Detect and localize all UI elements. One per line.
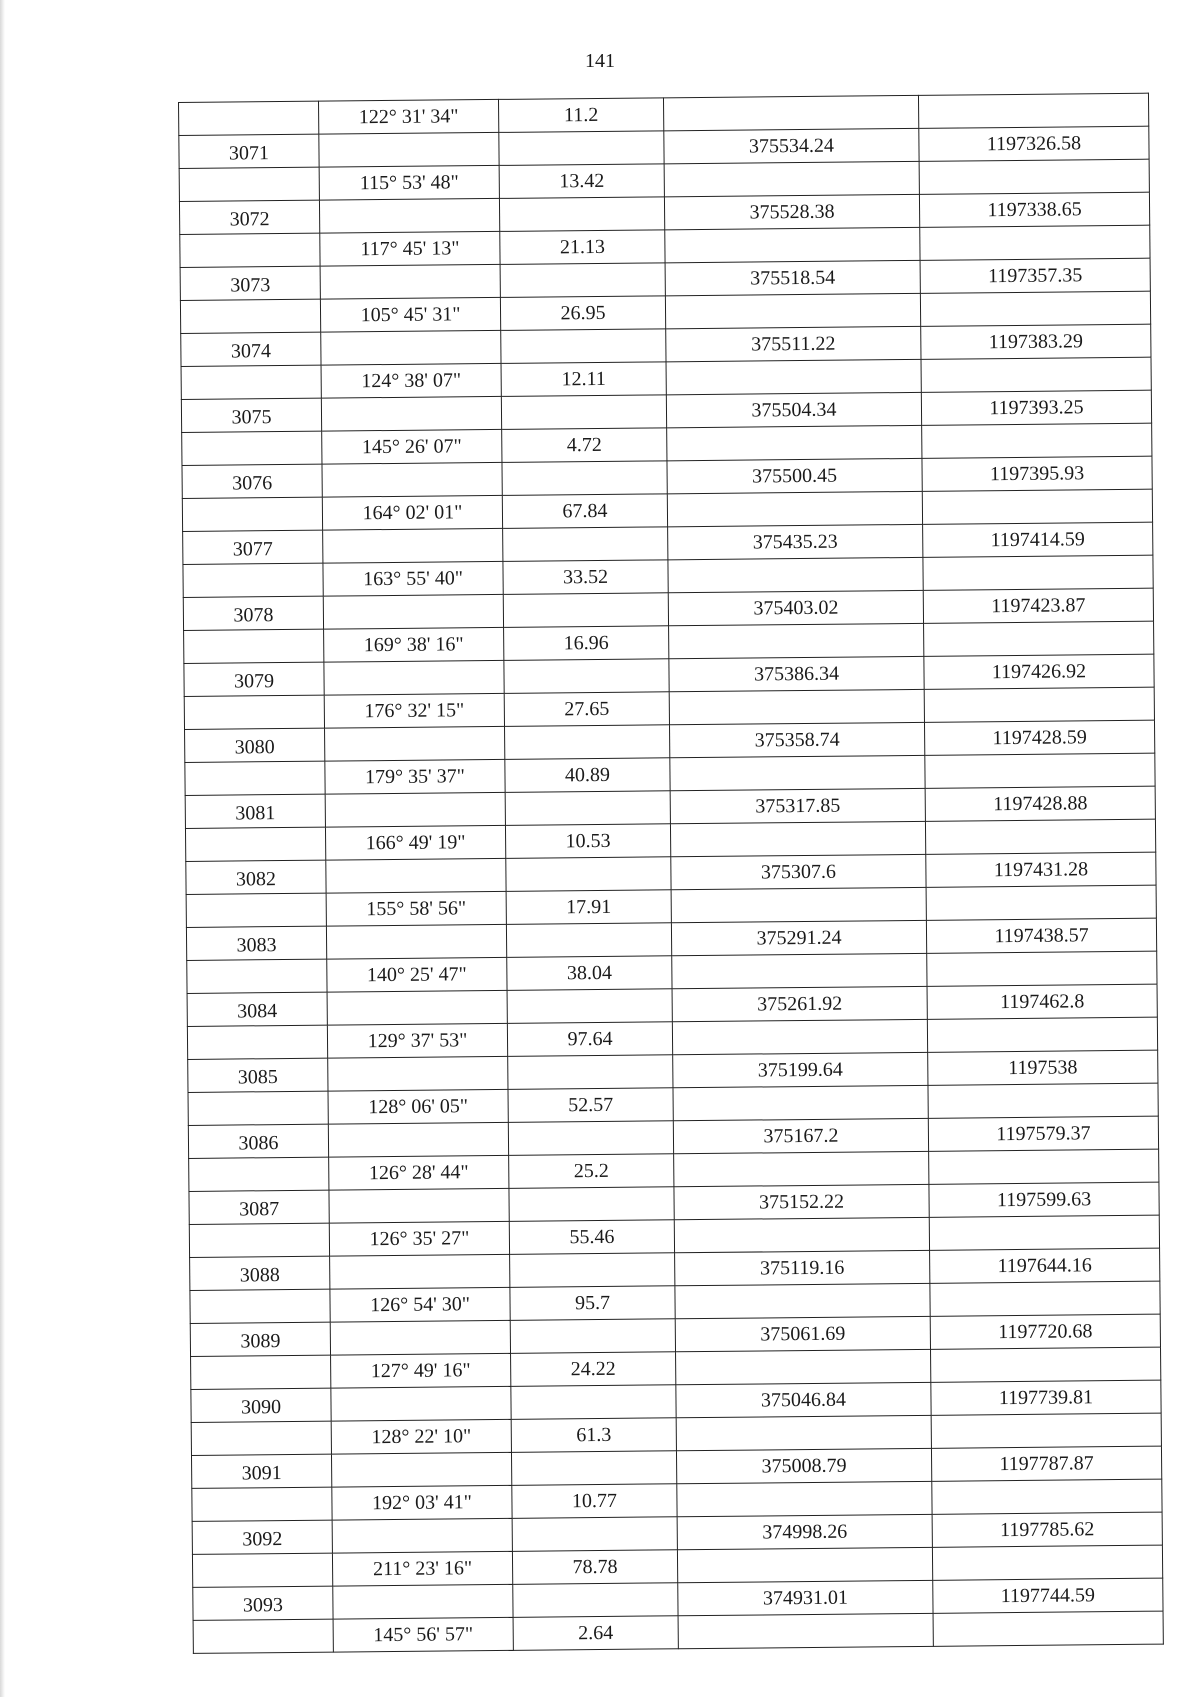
north-cell: 375061.69	[675, 1316, 930, 1351]
scan-edge-shadow	[0, 0, 5, 1697]
bearing-cell: 122° 31' 34"	[318, 99, 498, 134]
bearing-cell	[330, 1254, 510, 1289]
distance-cell	[503, 593, 668, 628]
east-cell: 1197383.29	[921, 324, 1151, 359]
station-cell	[179, 101, 319, 135]
bearing-cell: 192° 03' 41"	[332, 1485, 512, 1520]
station-cell	[180, 299, 320, 333]
east-cell	[918, 93, 1148, 128]
station-cell	[191, 1421, 331, 1455]
distance-cell: 16.96	[504, 626, 669, 661]
bearing-cell	[321, 330, 501, 365]
bearing-cell	[331, 1452, 511, 1487]
station-cell: 3071	[179, 134, 319, 168]
distance-cell: 55.46	[509, 1220, 674, 1255]
north-cell	[665, 293, 920, 328]
bearing-cell: 128° 22' 10"	[331, 1419, 511, 1454]
bearing-cell: 211° 23' 16"	[332, 1551, 512, 1586]
bearing-cell: 129° 37' 53"	[327, 1023, 507, 1058]
bearing-cell	[327, 990, 507, 1025]
station-cell: 3085	[188, 1058, 328, 1092]
east-cell: 1197428.88	[925, 786, 1155, 821]
bearing-cell: 145° 26' 07"	[322, 429, 502, 464]
east-cell: 1197739.81	[931, 1380, 1161, 1415]
north-cell	[672, 1019, 927, 1054]
north-cell: 375317.85	[670, 788, 925, 823]
survey-table-container	[178, 93, 1163, 1654]
north-cell	[668, 557, 923, 592]
distance-cell: 52.57	[508, 1088, 673, 1123]
north-cell: 375403.02	[668, 590, 923, 625]
distance-cell	[507, 989, 672, 1024]
bearing-cell: 155° 58' 56"	[326, 891, 506, 926]
bearing-cell: 145° 56' 57"	[333, 1617, 513, 1652]
bearing-cell	[326, 924, 506, 959]
station-cell	[192, 1487, 332, 1521]
bearing-cell	[325, 726, 505, 761]
east-cell: 1197744.59	[933, 1578, 1163, 1613]
distance-cell	[499, 197, 664, 232]
station-cell: 3074	[181, 332, 321, 366]
north-cell	[673, 1085, 928, 1120]
north-cell: 375261.92	[672, 986, 927, 1021]
distance-cell	[513, 1583, 678, 1618]
distance-cell: 78.78	[512, 1550, 677, 1585]
station-cell: 3090	[191, 1388, 331, 1422]
north-cell	[677, 1547, 932, 1582]
station-cell	[187, 959, 327, 993]
north-cell: 375291.24	[671, 920, 926, 955]
east-cell: 1197787.87	[931, 1446, 1161, 1481]
bearing-cell: 124° 38' 07"	[321, 363, 501, 398]
station-cell: 3088	[190, 1256, 330, 1290]
east-cell	[933, 1611, 1163, 1646]
station-cell: 3092	[192, 1520, 332, 1554]
north-cell	[674, 1217, 929, 1252]
distance-cell: 33.52	[503, 560, 668, 595]
north-cell	[667, 491, 922, 526]
station-cell	[192, 1553, 332, 1587]
station-cell: 3079	[184, 662, 324, 696]
distance-cell	[500, 263, 665, 298]
north-cell	[664, 161, 919, 196]
station-cell: 3080	[185, 728, 325, 762]
distance-cell	[506, 857, 671, 892]
east-cell	[922, 423, 1152, 458]
north-cell	[670, 821, 925, 856]
east-cell	[919, 159, 1149, 194]
north-cell: 375008.79	[676, 1448, 931, 1483]
east-cell: 1197414.59	[923, 522, 1153, 557]
north-cell: 375119.16	[675, 1250, 930, 1285]
distance-cell: 2.64	[513, 1616, 678, 1651]
north-cell	[677, 1481, 932, 1516]
north-cell	[670, 755, 925, 790]
distance-cell: 67.84	[502, 494, 667, 529]
distance-cell	[506, 923, 671, 958]
distance-cell	[512, 1517, 677, 1552]
distance-cell	[509, 1187, 674, 1222]
station-cell	[179, 167, 319, 201]
bearing-cell: 140° 25' 47"	[327, 957, 507, 992]
distance-cell	[511, 1385, 676, 1420]
north-cell: 375386.34	[669, 656, 924, 691]
station-cell	[190, 1289, 330, 1323]
north-cell	[666, 359, 921, 394]
distance-cell	[503, 527, 668, 562]
station-cell: 3081	[185, 794, 325, 828]
east-cell: 1197462.8	[927, 984, 1157, 1019]
station-cell	[182, 497, 322, 531]
station-cell: 3082	[186, 860, 326, 894]
bearing-cell	[328, 1122, 508, 1157]
station-cell	[191, 1355, 331, 1389]
east-cell	[932, 1545, 1162, 1580]
east-cell	[925, 753, 1155, 788]
distance-cell: 38.04	[507, 956, 672, 991]
station-cell: 3091	[191, 1454, 331, 1488]
distance-cell	[511, 1451, 676, 1486]
north-cell: 375358.74	[670, 722, 925, 757]
bearing-cell: 117° 45' 13"	[320, 231, 500, 266]
distance-cell: 21.13	[500, 230, 665, 265]
north-cell: 375504.34	[666, 392, 921, 427]
north-cell	[667, 425, 922, 460]
north-cell	[676, 1415, 931, 1450]
east-cell: 1197395.93	[922, 456, 1152, 491]
station-cell: 3089	[190, 1322, 330, 1356]
bearing-cell	[322, 462, 502, 497]
north-cell	[669, 689, 924, 724]
station-cell	[184, 695, 324, 729]
distance-cell: 97.64	[507, 1022, 672, 1057]
distance-cell	[501, 395, 666, 430]
station-cell: 3087	[189, 1190, 329, 1224]
station-cell	[180, 233, 320, 267]
north-cell	[663, 95, 918, 130]
distance-cell: 25.2	[509, 1154, 674, 1189]
north-cell	[674, 1151, 929, 1186]
east-cell	[924, 687, 1154, 722]
bearing-cell: 164° 02' 01"	[322, 495, 502, 530]
east-cell	[930, 1281, 1160, 1316]
north-cell: 375046.84	[676, 1382, 931, 1417]
east-cell	[931, 1413, 1161, 1448]
north-cell: 375152.22	[674, 1184, 929, 1219]
bearing-cell	[328, 1056, 508, 1091]
station-cell	[188, 1091, 328, 1125]
distance-cell: 24.22	[511, 1352, 676, 1387]
north-cell	[671, 887, 926, 922]
east-cell	[922, 489, 1152, 524]
bearing-cell: 126° 28' 44"	[329, 1155, 509, 1190]
east-cell: 1197579.37	[928, 1116, 1158, 1151]
distance-cell: 10.77	[512, 1484, 677, 1519]
east-cell	[923, 555, 1153, 590]
station-cell	[187, 1025, 327, 1059]
bearing-cell	[323, 528, 503, 563]
distance-cell: 61.3	[511, 1418, 676, 1453]
survey-coordinate-table	[178, 93, 1164, 1654]
north-cell: 375435.23	[668, 524, 923, 559]
station-cell: 3076	[182, 464, 322, 498]
east-cell: 1197426.92	[924, 654, 1154, 689]
distance-cell	[502, 461, 667, 496]
station-cell: 3073	[180, 266, 320, 300]
bearing-cell	[319, 198, 499, 233]
east-cell: 1197428.59	[924, 720, 1154, 755]
east-cell	[920, 291, 1150, 326]
page-number: 141	[585, 50, 615, 72]
north-cell: 375500.45	[667, 458, 922, 493]
bearing-cell: 176° 32' 15"	[324, 693, 504, 728]
bearing-cell: 126° 35' 27"	[329, 1221, 509, 1256]
east-cell: 1197438.57	[926, 918, 1156, 953]
station-cell	[189, 1223, 329, 1257]
distance-cell: 11.2	[498, 98, 663, 133]
distance-cell	[508, 1055, 673, 1090]
station-cell: 3075	[181, 398, 321, 432]
east-cell: 1197393.25	[921, 390, 1151, 425]
north-cell	[665, 227, 920, 262]
distance-cell: 95.7	[510, 1286, 675, 1321]
station-cell	[182, 431, 322, 465]
east-cell: 1197357.35	[920, 258, 1150, 293]
bearing-cell	[324, 660, 504, 695]
north-cell	[675, 1283, 930, 1318]
bearing-cell: 166° 49' 19"	[325, 825, 505, 860]
distance-cell	[510, 1319, 675, 1354]
station-cell: 3078	[183, 596, 323, 630]
bearing-cell	[320, 264, 500, 299]
station-cell: 3083	[186, 926, 326, 960]
east-cell	[921, 357, 1151, 392]
bearing-cell	[326, 858, 506, 893]
east-cell: 1197785.62	[932, 1512, 1162, 1547]
east-cell: 1197720.68	[930, 1314, 1160, 1349]
station-cell	[184, 629, 324, 663]
east-cell	[924, 621, 1154, 656]
east-cell	[926, 885, 1156, 920]
east-cell: 1197538	[928, 1050, 1158, 1085]
east-cell: 1197423.87	[923, 588, 1153, 623]
distance-cell: 13.42	[499, 164, 664, 199]
bearing-cell: 128° 06' 05"	[328, 1089, 508, 1124]
north-cell: 375528.38	[664, 194, 919, 229]
east-cell: 1197431.28	[926, 852, 1156, 887]
east-cell	[929, 1215, 1159, 1250]
distance-cell	[505, 725, 670, 760]
bearing-cell: 179° 35' 37"	[325, 759, 505, 794]
east-cell	[920, 225, 1150, 260]
bearing-cell: 105° 45' 31"	[320, 297, 500, 332]
station-cell	[185, 761, 325, 795]
east-cell	[932, 1479, 1162, 1514]
north-cell: 374998.26	[677, 1514, 932, 1549]
east-cell	[931, 1347, 1161, 1382]
station-cell: 3086	[188, 1124, 328, 1158]
bearing-cell: 115° 53' 48"	[319, 165, 499, 200]
north-cell: 374931.01	[678, 1580, 933, 1615]
east-cell	[928, 1083, 1158, 1118]
north-cell: 375199.64	[673, 1052, 928, 1087]
distance-cell	[505, 791, 670, 826]
station-cell	[186, 893, 326, 927]
station-cell	[181, 365, 321, 399]
east-cell	[927, 1017, 1157, 1052]
station-cell	[185, 827, 325, 861]
bearing-cell	[332, 1518, 512, 1553]
north-cell: 375167.2	[673, 1118, 928, 1153]
bearing-cell: 169° 38' 16"	[324, 627, 504, 662]
distance-cell: 12.11	[501, 362, 666, 397]
station-cell	[193, 1619, 333, 1653]
station-cell: 3072	[179, 200, 319, 234]
distance-cell: 26.95	[500, 296, 665, 331]
bearing-cell	[319, 132, 499, 167]
east-cell: 1197338.65	[919, 192, 1149, 227]
distance-cell: 27.65	[504, 692, 669, 727]
distance-cell	[501, 329, 666, 364]
station-cell	[189, 1157, 329, 1191]
bearing-cell	[330, 1320, 510, 1355]
east-cell: 1197644.16	[930, 1248, 1160, 1283]
bearing-cell	[321, 396, 501, 431]
station-cell	[183, 563, 323, 597]
station-cell: 3084	[187, 992, 327, 1026]
bearing-cell	[333, 1584, 513, 1619]
distance-cell	[499, 131, 664, 166]
east-cell	[929, 1149, 1159, 1184]
north-cell	[672, 953, 927, 988]
distance-cell	[508, 1121, 673, 1156]
north-cell: 375511.22	[666, 326, 921, 361]
north-cell	[678, 1613, 933, 1648]
station-cell: 3077	[183, 530, 323, 564]
bearing-cell	[331, 1386, 511, 1421]
bearing-cell	[329, 1188, 509, 1223]
north-cell: 375518.54	[665, 260, 920, 295]
distance-cell: 4.72	[502, 428, 667, 463]
east-cell	[925, 819, 1155, 854]
bearing-cell: 163° 55' 40"	[323, 561, 503, 596]
bearing-cell	[325, 792, 505, 827]
east-cell: 1197599.63	[929, 1182, 1159, 1217]
distance-cell: 17.91	[506, 890, 671, 925]
north-cell: 375534.24	[664, 128, 919, 163]
station-cell: 3093	[193, 1586, 333, 1620]
east-cell	[927, 951, 1157, 986]
distance-cell	[504, 659, 669, 694]
bearing-cell	[323, 594, 503, 629]
distance-cell: 10.53	[505, 824, 670, 859]
north-cell	[676, 1349, 931, 1384]
bearing-cell: 127° 49' 16"	[331, 1353, 511, 1388]
north-cell: 375307.6	[671, 854, 926, 889]
distance-cell: 40.89	[505, 758, 670, 793]
bearing-cell: 126° 54' 30"	[330, 1287, 510, 1322]
distance-cell	[510, 1253, 675, 1288]
north-cell	[669, 623, 924, 658]
survey-table-body	[179, 93, 1164, 1653]
east-cell: 1197326.58	[919, 126, 1149, 161]
